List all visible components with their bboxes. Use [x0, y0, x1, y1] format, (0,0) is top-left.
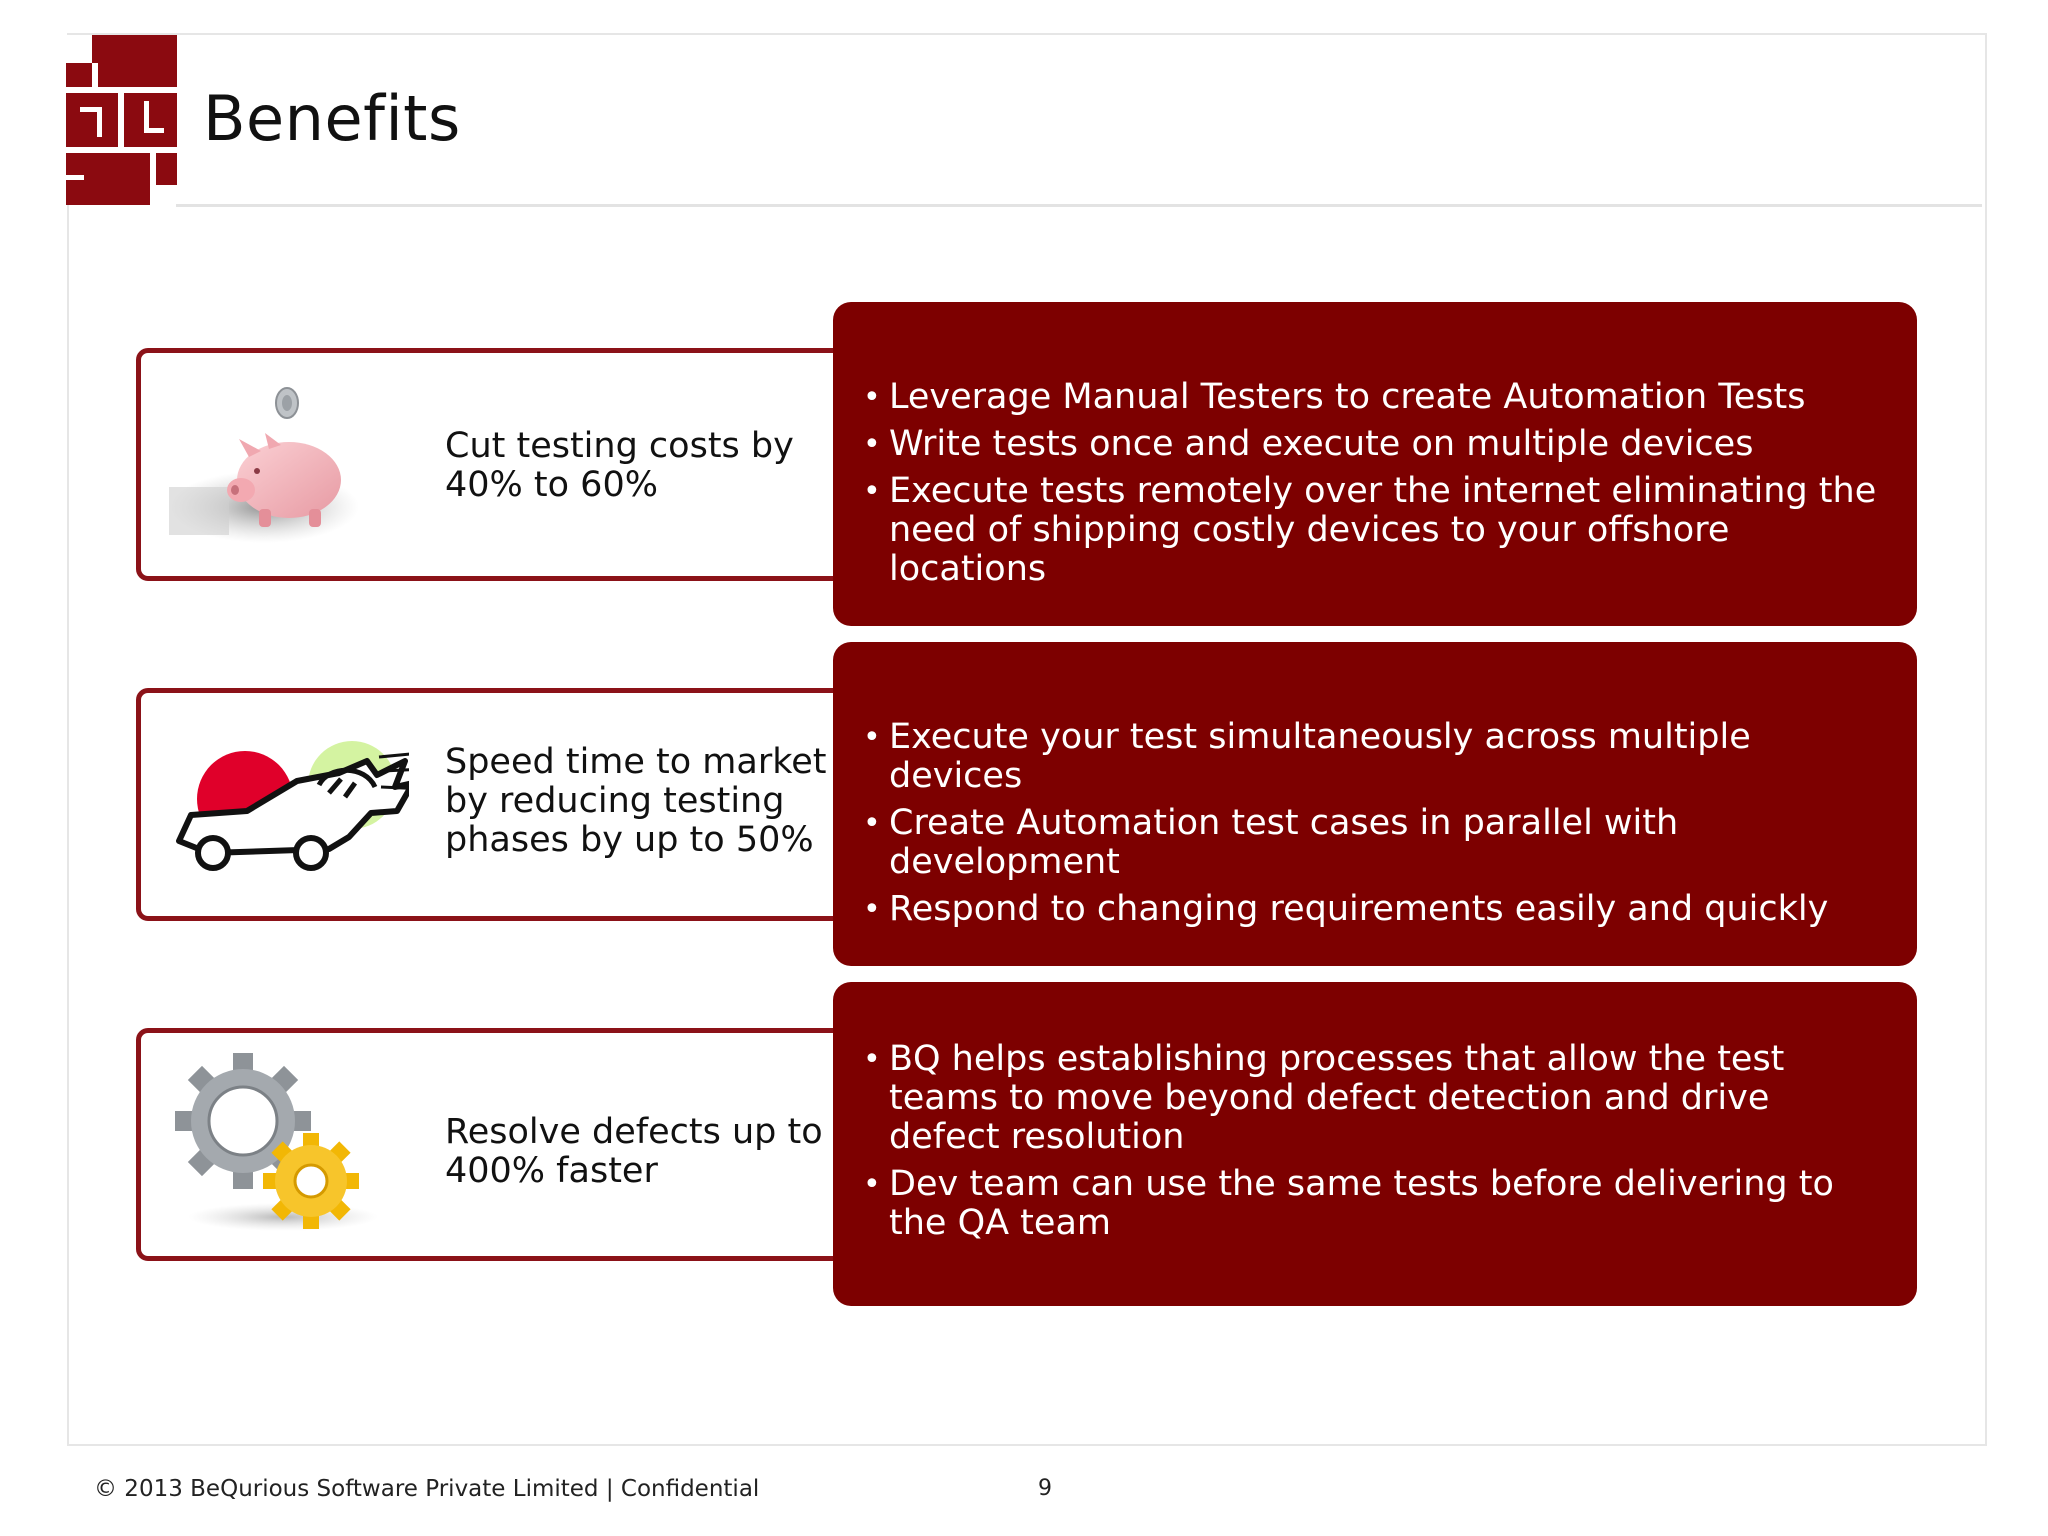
piggy-bank-coin-icon	[169, 375, 409, 555]
company-logo-icon	[66, 35, 177, 205]
gears-icon	[173, 1051, 413, 1231]
benefit-details-speed	[833, 642, 1917, 966]
benefit-card-cost	[136, 348, 896, 581]
bullet-dot: •	[863, 474, 881, 509]
bullet-item: • Dev team can use the same tests before delivering to the QA team	[863, 1164, 1834, 1243]
page-number: 9	[1038, 1476, 1052, 1501]
bullet-item: • Create Automation test cases in parallel with development	[863, 803, 1679, 882]
benefit-details-defects	[833, 982, 1917, 1306]
bullet-dot: •	[863, 427, 881, 462]
bullet-dot: •	[863, 1042, 881, 1077]
footer-copyright: © 2013 BeQurious Software Private Limited | Confidential	[94, 1476, 760, 1502]
benefit-card-defects	[136, 1028, 896, 1261]
bullet-item: • Leverage Manual Testers to create Automation Tests	[863, 377, 1806, 417]
bullet-dot: •	[863, 806, 881, 841]
race-car-finish-icon	[169, 713, 409, 893]
bullet-item: • Execute tests remotely over the internet eliminating the need of shipping costly devices to your offshore locations	[863, 471, 1877, 589]
bullet-dot: •	[863, 892, 881, 927]
bullet-item: • Write tests once and execute on multiple devices	[863, 424, 1754, 464]
benefit-caption: Speed time to market by reducing testing phases by up to 50%	[445, 742, 827, 860]
title-divider	[176, 204, 1982, 207]
bullet-list	[861, 1040, 1887, 1251]
benefit-caption: Cut testing costs by 40% to 60%	[445, 426, 794, 505]
bullet-dot: •	[863, 720, 881, 755]
benefit-caption: Resolve defects up to 400% faster	[445, 1112, 823, 1191]
bullet-dot: •	[863, 1167, 881, 1202]
bullet-item: • Respond to changing requirements easily and quickly	[863, 889, 1829, 929]
bullet-item: • Execute your test simultaneously across multiple devices	[863, 717, 1751, 796]
benefit-card-speed	[136, 688, 896, 921]
slide-title: Benefits	[203, 82, 461, 155]
bullet-item: • BQ helps establishing processes that allow the test teams to move beyond defect detection and drive defect resolution	[863, 1039, 1785, 1157]
bullet-list	[861, 718, 1887, 937]
benefit-details-cost	[833, 302, 1917, 626]
bullet-dot: •	[863, 380, 881, 415]
bullet-list	[861, 378, 1887, 597]
